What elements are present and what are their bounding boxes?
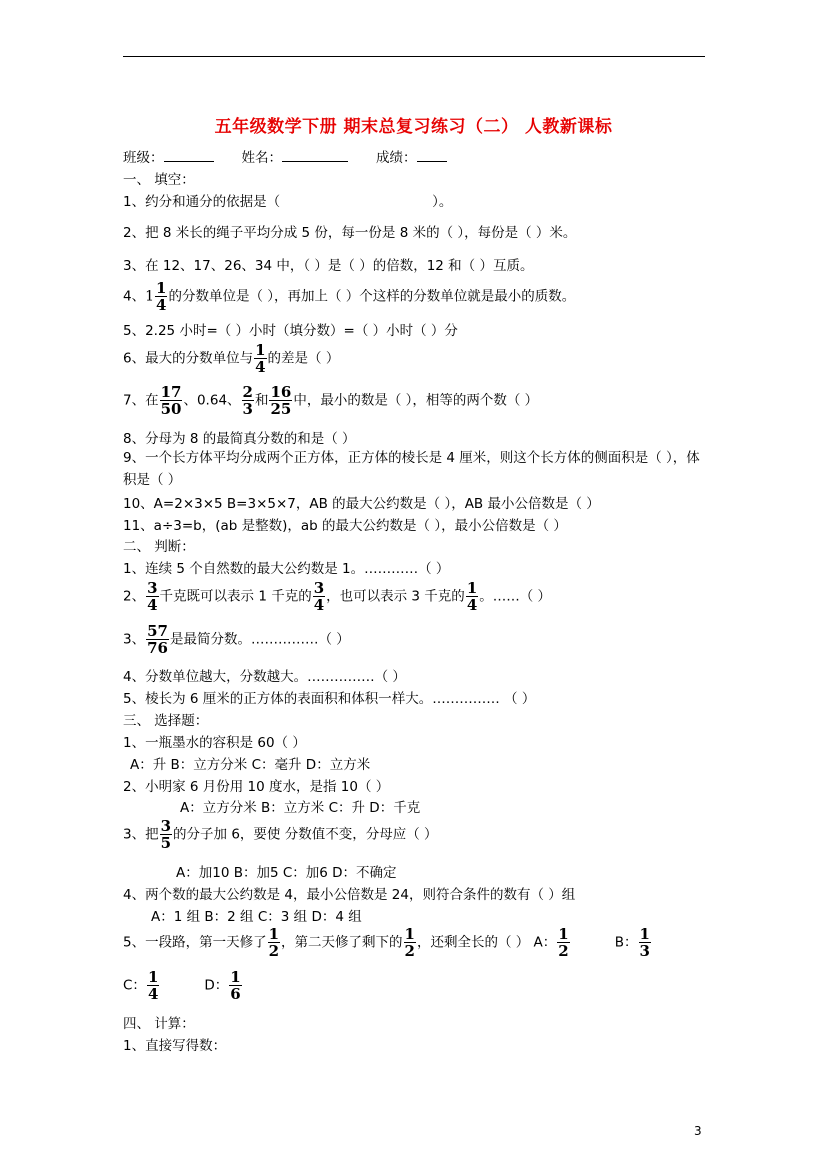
choice-q1: 1、一瓶墨水的容积是 60（ ） — [123, 735, 306, 751]
choice-q2: 2、小明家 6 月份用 10 度水，是指 10（ ） — [123, 779, 390, 795]
fill-q8: 8、分母为 8 的最简真分数的和是（ ） — [123, 431, 356, 447]
numerator: 3 — [147, 579, 158, 597]
mixed-number-whole: 1 — [145, 288, 155, 305]
numerator: 1 — [466, 579, 478, 597]
fraction — [146, 580, 158, 613]
page-number: 3 — [694, 1124, 702, 1138]
fill-q10: 10、A=2×3×5 B=3×5×7，AB 的最大公约数是（ ），AB 最小公倍数是（ ） — [123, 496, 600, 512]
fill-q7 — [123, 384, 538, 417]
choice-q3-options: A：加10 B：加5 C：加6 D：不确定 — [176, 865, 397, 881]
fraction — [160, 384, 183, 417]
page-title: 五年级数学下册 期末总复习练习（二） 人教新课标 — [214, 117, 613, 137]
class-field[interactable] — [164, 161, 214, 162]
name-label: 姓名： — [241, 150, 282, 166]
judge-q1: 1、连续 5 个自然数的最大公约数是 1。…………（ ） — [123, 561, 450, 577]
judge-q2-text: 千克既可以表示 1 千克的 — [159, 588, 312, 605]
numerator: 17 — [160, 383, 182, 401]
choice-q3-prefix: 3、把 — [123, 826, 159, 843]
fill-q1 — [123, 190, 452, 210]
class-label: 班级： — [123, 150, 164, 166]
fill-q1-end: ）。 — [432, 194, 453, 210]
fill-q9: 9、一个长方体平均分成两个正方体，正方体的棱长是 4 厘米，则这个长方体的侧面积是（ ），体积是（ ） — [123, 450, 700, 488]
fill-q7-prefix: 7、在 — [123, 392, 159, 409]
fraction — [268, 926, 280, 959]
option-b-label: B： — [614, 934, 638, 951]
fill-q7-mid: 、0.64、 — [183, 392, 241, 409]
section-heading-fill: 一、 填空： — [123, 172, 195, 188]
fraction — [404, 926, 416, 959]
choice-q4-options: A：1 组 B：2 组 C：3 组 D：4 组 — [151, 909, 362, 925]
fraction — [229, 969, 241, 1002]
choice-q5-text-2: ，还剩全长的（ ） A： — [416, 934, 557, 951]
denominator: 2 — [558, 942, 569, 960]
fill-q4 — [123, 280, 575, 313]
header-rule — [123, 56, 705, 57]
numerator: 57 — [147, 622, 168, 640]
denominator: 50 — [160, 400, 182, 418]
option-c-label: C： — [123, 977, 146, 994]
numerator: 1 — [268, 925, 280, 943]
numerator: 1 — [255, 341, 266, 359]
section-heading-calc: 四、 计算： — [123, 1016, 195, 1032]
choice-q2-options: A：立方分米 B：立方米 C：升 D：千克 — [180, 800, 421, 816]
fill-q2: 2、把 8 米长的绳子平均分成 5 份，每一份是 8 米的（ ），每份是（ ）米。 — [123, 225, 577, 241]
judge-q3-text: 是最简分数。……………（ ） — [169, 631, 350, 648]
judge-q2 — [123, 580, 551, 613]
choice-q4: 4、两个数的最大公约数是 4，最小公倍数是 24，则符合条件的数有（ ）组 — [123, 887, 576, 903]
denominator: 2 — [268, 942, 280, 960]
score-field[interactable] — [417, 161, 447, 162]
choice-q5 — [123, 926, 652, 959]
fill-q6 — [123, 342, 339, 375]
numerator: 1 — [147, 968, 159, 986]
numerator: 1 — [558, 925, 569, 943]
fraction — [155, 280, 167, 313]
fill-q5: 5、2.25 小时=（ ）小时（填分数）=（ ）小时（ ）分 — [123, 323, 458, 339]
fill-q4-prefix: 4、 — [123, 288, 146, 305]
denominator: 25 — [270, 400, 292, 418]
numerator: 1 — [156, 279, 167, 297]
choice-q3 — [123, 818, 438, 851]
numerator: 1 — [639, 925, 650, 943]
denominator: 2 — [404, 942, 415, 960]
denominator: 4 — [156, 296, 167, 314]
fill-q4-text: 的分数单位是（ ），再加上（ ）个这样的分数单位就是最小的质数。 — [168, 288, 576, 305]
option-d-label: D： — [204, 977, 229, 994]
judge-q3-prefix: 3、 — [123, 631, 146, 648]
judge-q2-prefix: 2、 — [123, 588, 146, 605]
denominator: 4 — [313, 596, 325, 614]
fraction — [242, 384, 254, 417]
judge-q5: 5、棱长为 6 厘米的正方体的表面积和体积一样大。…………… （ ） — [123, 691, 536, 707]
denominator: 3 — [639, 942, 650, 960]
denominator: 4 — [147, 596, 158, 614]
choice-q5-text: ，第二天修了剩下的 — [281, 934, 403, 951]
denominator: 76 — [147, 639, 168, 657]
fill-q6-text: 的差是（ ） — [267, 350, 340, 367]
fill-q7-and: 和 — [254, 392, 269, 409]
choice-q3-text: 的分子加 6，要使 分数值不变，分母应（ ） — [173, 826, 438, 843]
choice-q1-options: A：升 B：立方分米 C：毫升 D：立方米 — [130, 757, 371, 773]
numerator: 3 — [313, 579, 325, 597]
fill-q3: 3、在 12、17、26、34 中，（ ）是（ ）的倍数，12 和（ ）互质。 — [123, 258, 534, 274]
judge-q3 — [123, 623, 350, 656]
fraction — [254, 342, 266, 375]
choice-q5-prefix: 5、一段路，第一天修了 — [123, 934, 267, 951]
fraction — [466, 580, 478, 613]
denominator: 5 — [160, 834, 172, 852]
numerator: 1 — [404, 925, 415, 943]
denominator: 4 — [466, 596, 478, 614]
fill-q6-prefix: 6、最大的分数单位与 — [123, 350, 254, 367]
judge-q2-end: 。……（ ） — [479, 588, 552, 605]
score-label: 成绩： — [376, 150, 417, 166]
section-heading-choice: 三、 选择题： — [123, 713, 209, 729]
judge-q4: 4、分数单位越大，分数越大。……………（ ） — [123, 669, 406, 685]
numerator: 1 — [230, 968, 241, 986]
calc-q1: 1、直接写得数： — [123, 1038, 227, 1054]
denominator: 6 — [230, 985, 241, 1003]
fraction — [639, 926, 651, 959]
fill-q11: 11、a÷3=b，(ab 是整数)，ab 的最大公约数是（ ），最小公倍数是（ ） — [123, 518, 567, 534]
fill-q7-text: 中，最小的数是（ ），相等的两个数（ ） — [293, 392, 539, 409]
denominator: 3 — [242, 400, 253, 418]
name-field[interactable] — [282, 161, 348, 162]
numerator: 2 — [242, 383, 253, 401]
section-heading-judge: 二、 判断： — [123, 539, 195, 555]
student-info-row — [123, 146, 447, 166]
choice-q5-options-cd — [123, 969, 243, 1002]
denominator: 4 — [147, 985, 159, 1003]
fraction — [269, 384, 292, 417]
judge-q2-text-2: ，也可以表示 3 千克的 — [326, 588, 465, 605]
fraction — [147, 969, 159, 1002]
numerator: 3 — [160, 817, 172, 835]
fill-q1-text: 1、约分和通分的依据是（ — [123, 194, 281, 210]
fraction — [160, 818, 172, 851]
denominator: 4 — [255, 358, 266, 376]
fraction — [557, 926, 569, 959]
fraction — [313, 580, 325, 613]
fraction — [146, 623, 169, 656]
numerator: 16 — [270, 383, 292, 401]
